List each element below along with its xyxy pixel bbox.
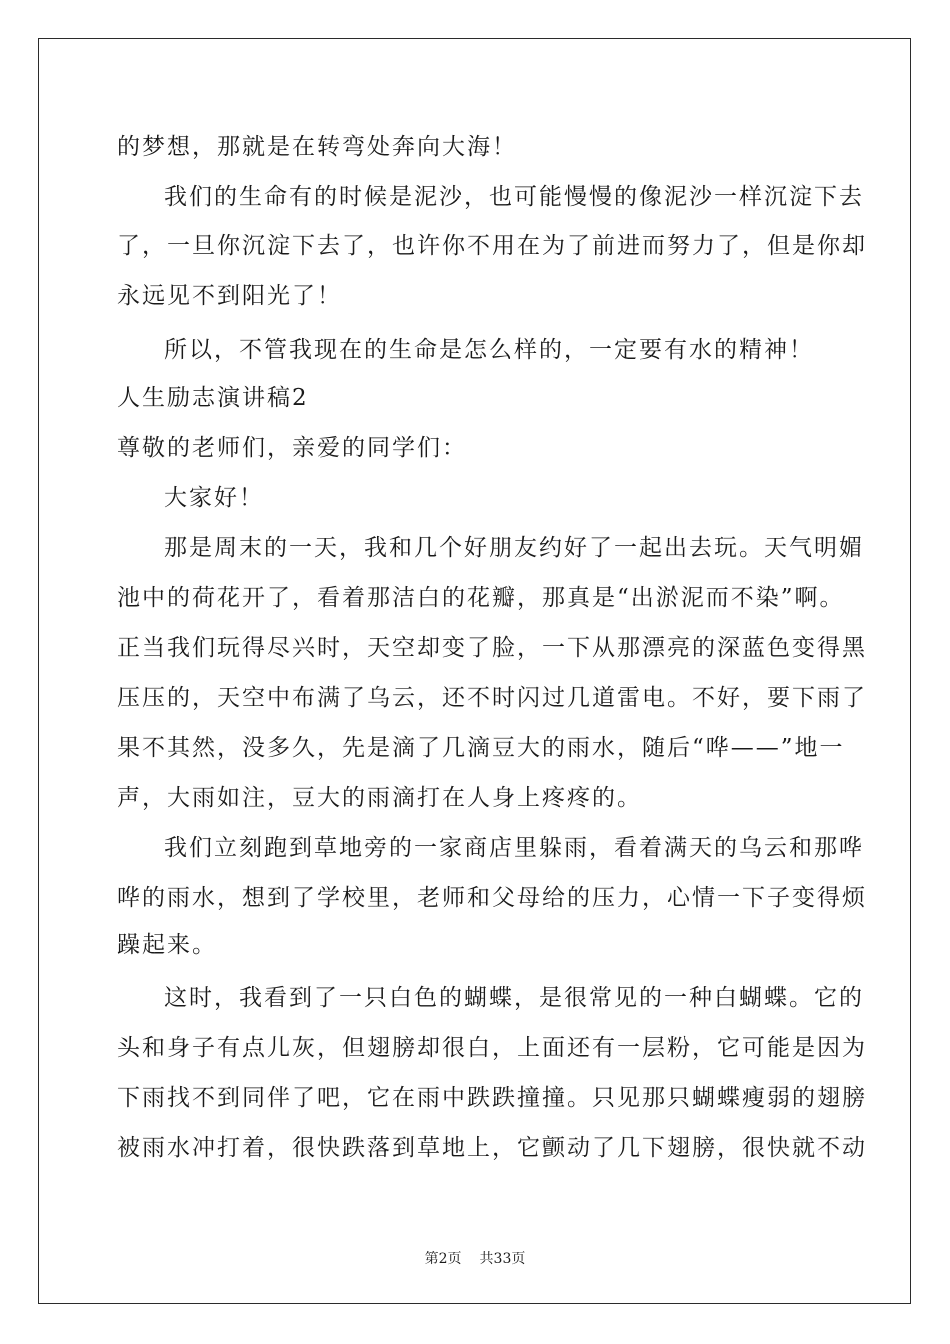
text-line: 所以，不管我现在的生命是怎么样的，一定要有水的精神！ bbox=[164, 337, 814, 363]
text-line: 正当我们玩得尽兴时，天空却变了脸，一下从那漂亮的深蓝色变得黑 bbox=[117, 635, 867, 661]
text-line: 声，大雨如注，豆大的雨滴打在人身上疼疼的。 bbox=[117, 785, 642, 811]
text-line: 池中的荷花开了，看着那洁白的花瓣，那真是“出淤泥而不染”啊。 bbox=[117, 585, 845, 611]
text-line: 被雨水冲打着，很快跌落到草地上，它颤动了几下翅膀，很快就不动 bbox=[117, 1135, 867, 1161]
page-number: 第2页 bbox=[424, 1251, 462, 1267]
text-line: 了，一旦你沉淀下去了，也许你不用在为了前进而努力了，但是你却 bbox=[117, 233, 867, 259]
text-line: 果不其然，没多久，先是滴了几滴豆大的雨水，随后“哗——”地一 bbox=[117, 735, 845, 761]
text-line: 躁起来。 bbox=[117, 932, 217, 958]
text-line: 头和身子有点儿灰，但翅膀却很白，上面还有一层粉，它可能是因为 bbox=[117, 1035, 867, 1061]
text-line: 我们的生命有的时候是泥沙，也可能慢慢的像泥沙一样沉淀下去 bbox=[164, 184, 864, 210]
page-footer bbox=[0, 1249, 950, 1269]
text-line: 永远见不到阳光了！ bbox=[117, 283, 342, 309]
page-frame bbox=[38, 38, 911, 1304]
salutation: 尊敬的老师们，亲爱的同学们： bbox=[117, 435, 467, 461]
section-heading: 人生励志演讲稿2 bbox=[117, 385, 309, 411]
text-line: 我们立刻跑到草地旁的一家商店里躲雨，看着满天的乌云和那哗 bbox=[164, 835, 864, 861]
text-line: 下雨找不到同伴了吧，它在雨中跌跌撞撞。只见那只蝴蝶瘦弱的翅膀 bbox=[117, 1085, 867, 1111]
greeting: 大家好！ bbox=[164, 485, 264, 511]
text-line: 这时，我看到了一只白色的蝴蝶，是很常见的一种白蝴蝶。它的 bbox=[164, 985, 864, 1011]
total-pages: 共33页 bbox=[479, 1251, 526, 1267]
text-line: 的梦想，那就是在转弯处奔向大海！ bbox=[117, 134, 517, 160]
text-line: 压压的，天空中布满了乌云，还不时闪过几道雷电。不好，要下雨了 bbox=[117, 685, 867, 711]
text-line: 那是周末的一天，我和几个好朋友约好了一起出去玩。天气明媚 bbox=[164, 535, 864, 561]
text-line: 哗的雨水，想到了学校里，老师和父母给的压力，心情一下子变得烦 bbox=[117, 885, 867, 911]
